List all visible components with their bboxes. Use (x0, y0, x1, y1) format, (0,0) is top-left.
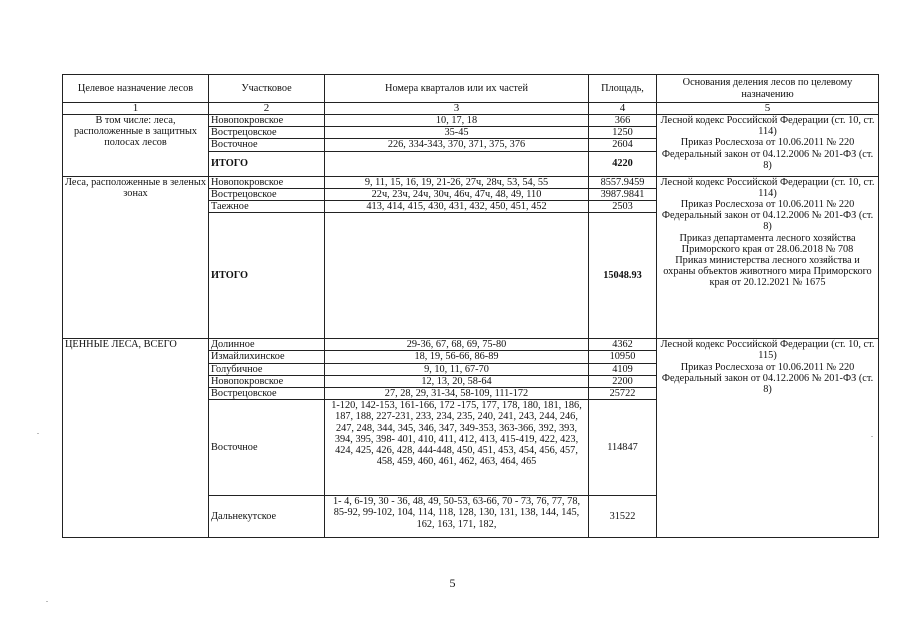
empty-cell (325, 213, 589, 339)
district-cell: Вострецовское (209, 127, 325, 139)
table-row (63, 115, 879, 127)
header-row (63, 75, 879, 103)
table-row (63, 339, 879, 351)
header-purpose: Целевое назначение лесов (63, 75, 209, 103)
page-number: 5 (449, 576, 456, 590)
quarters-cell: 226, 334-343, 370, 371, 375, 376 (325, 139, 589, 151)
basis-cell (657, 176, 879, 339)
header-district: Участковое (209, 75, 325, 103)
total-value: 15048.93 (589, 213, 657, 339)
purpose-cell: ЦЕННЫЕ ЛЕСА, ВСЕГО (63, 339, 209, 538)
column-number: 3 (325, 103, 589, 115)
total-label: ИТОГО (209, 151, 325, 176)
district-cell: Новопокровское (209, 176, 325, 188)
total-value: 4220 (589, 151, 657, 176)
quarters-cell: 10, 17, 18 (325, 115, 589, 127)
basis-line: Приказ департамента лесного хозяйства Приморского края от 28.06.2018 № 708 (679, 232, 856, 255)
basis-line: Приказ Рослесхоза от 10.06.2011 № 220 (680, 137, 855, 149)
quarters-cell: 22ч, 23ч, 24ч, 30ч, 46ч, 47ч, 48, 49, 110 (325, 188, 589, 200)
area-cell: 2503 (589, 201, 657, 213)
area-cell: 2604 (589, 139, 657, 151)
basis-line: Федеральный закон от 04.12.2006 № 201-ФЗ (ст. 8) (661, 372, 874, 396)
scan-speck (46, 601, 48, 602)
total-label: ИТОГО (209, 213, 325, 339)
district-cell: Вострецовское (209, 388, 325, 400)
area-cell: 1250 (589, 127, 657, 139)
basis-line: Лесной кодекс Российской Федерации (ст. 10, ст. 114) (660, 176, 875, 199)
column-number-row (63, 103, 879, 115)
basis-line: Лесной кодекс Российской Федерации (ст. 10, ст. 115) (660, 339, 875, 362)
quarters-cell: 9, 10, 11, 67-70 (325, 363, 589, 375)
quarters-cell: 18, 19, 56-66, 86-89 (325, 351, 589, 363)
area-cell: 8557.9459 (589, 176, 657, 188)
area-cell: 4362 (589, 339, 657, 351)
district-cell: Новопокровское (209, 375, 325, 387)
basis-line: Лесной кодекс Российской Федерации (ст. 10, ст. 114) (660, 115, 875, 138)
quarters-cell: 27, 28, 29, 31-34, 58-109, 111-172 (325, 388, 589, 400)
quarters-cell: 1- 4, 6-19, 30 - 36, 48, 49, 50-53, 63-66, 70 - 73, 76, 77, 78, 85-92, 99-102, 104, 114, 118, 128, 130, 131, 138, 144, 145, 162, 163, 171, 182, (325, 496, 589, 538)
district-cell: Восточное (209, 400, 325, 496)
basis-cell (657, 115, 879, 177)
district-cell: Новопокровское (209, 115, 325, 127)
scan-speck (37, 433, 39, 434)
quarters-cell: 35-45 (325, 127, 589, 139)
purpose-cell: В том числе: леса, расположенные в защитных полосах лесов (63, 115, 209, 177)
basis-line: Федеральный закон от 04.12.2006 № 201-ФЗ (ст. 8) (661, 148, 874, 171)
column-number: 4 (589, 103, 657, 115)
forest-table (62, 74, 879, 538)
quarters-cell: 9, 11, 15, 16, 19, 21-26, 27ч, 28ч, 53, 54, 55 (325, 176, 589, 188)
basis-line: Приказ Рослесхоза от 10.06.2011 № 220 (680, 199, 855, 211)
district-cell: Долинное (209, 339, 325, 351)
area-cell: 10950 (589, 351, 657, 363)
district-cell: Измайлихинское (209, 351, 325, 363)
header-quarters: Номера кварталов или их частей (325, 75, 589, 103)
column-number: 1 (63, 103, 209, 115)
purpose-cell: Леса, расположенные в зеленых зонах (63, 176, 209, 339)
table-row (63, 176, 879, 188)
area-cell: 25722 (589, 388, 657, 400)
basis-line: Приказ министерства лесного хозяйства и охраны объектов животного мира Приморского края от 20.12.2021 № 1675 (663, 255, 872, 289)
area-cell: 4109 (589, 363, 657, 375)
column-number: 5 (657, 103, 879, 115)
scan-speck (871, 436, 873, 437)
district-cell: Вострецовское (209, 188, 325, 200)
header-area: Площадь, (589, 75, 657, 103)
basis-line: Приказ Рослесхоза от 10.06.2011 № 220 (680, 361, 855, 373)
area-cell: 114847 (589, 400, 657, 496)
empty-cell (325, 151, 589, 176)
area-cell: 3987.9841 (589, 188, 657, 200)
basis-cell (657, 339, 879, 538)
area-cell: 31522 (589, 496, 657, 538)
district-cell: Восточное (209, 139, 325, 151)
district-cell: Дальнекутское (209, 496, 325, 538)
column-number: 2 (209, 103, 325, 115)
header-basis: Основания деления лесов по целевому назначению (657, 75, 879, 103)
district-cell: Таежное (209, 201, 325, 213)
quarters-cell: 12, 13, 20, 58-64 (325, 375, 589, 387)
area-cell: 366 (589, 115, 657, 127)
basis-line: Федеральный закон от 04.12.2006 № 201-ФЗ (ст. 8) (661, 210, 874, 233)
quarters-cell: 1-120, 142-153, 161-166, 172 -175, 177, 178, 180, 181, 186, 187, 188, 227-231, 233, 234, 235, 240, 241, 243, 244, 246, 247, 248, 344, 345, 346, 347, 349-353, 363-366, 392, 393, 394, 395, 398- 401, 410, 411, 412, 413, 415-419, 422, 423, 424, 425, 426, 428, 444-448, 450, 451, 453, 454, 456, 457, 458, 459, 460, 461, 462, 463, 464, 465 (325, 400, 589, 496)
area-cell: 2200 (589, 375, 657, 387)
district-cell: Голубичное (209, 363, 325, 375)
quarters-cell: 413, 414, 415, 430, 431, 432, 450, 451, 452 (325, 201, 589, 213)
quarters-cell: 29-36, 67, 68, 69, 75-80 (325, 339, 589, 351)
